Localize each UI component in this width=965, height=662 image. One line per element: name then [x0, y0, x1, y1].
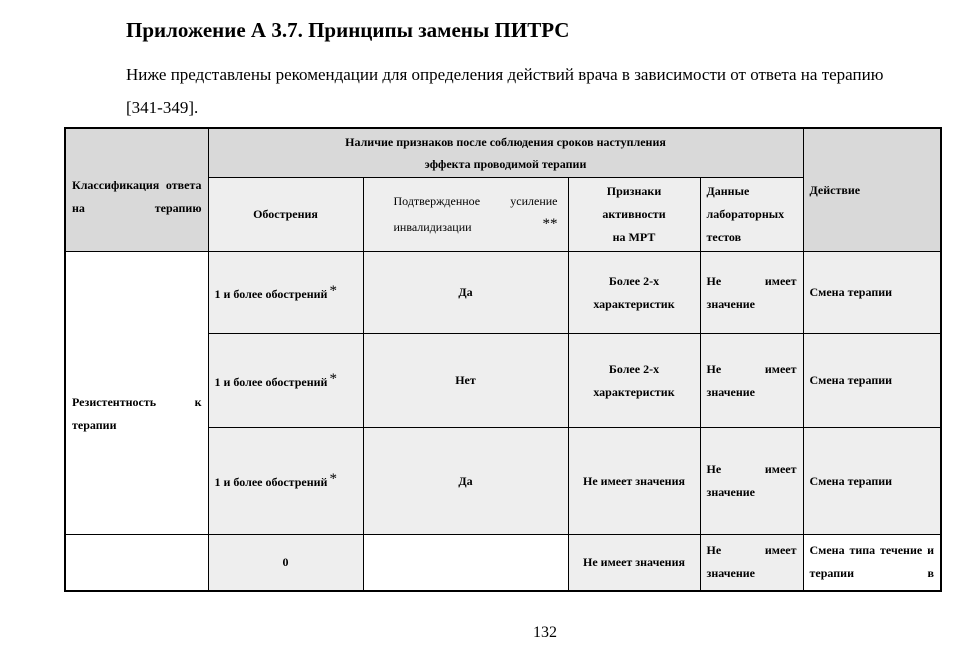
intro-paragraph: Ниже представлены рекомендации для определения действий врача в зависимости от ответа на терапию [341-349]. [126, 65, 884, 117]
row-action-text: Смена терапии [809, 473, 893, 488]
row-group-empty [65, 535, 208, 591]
header-lab-line2: лабораторных [706, 207, 785, 221]
row-mri [568, 428, 700, 535]
row-exacerbations [208, 535, 363, 591]
header-disability [363, 178, 568, 252]
header-group-title-text [209, 129, 803, 177]
group-label-cell [65, 252, 208, 535]
row-mri [568, 252, 700, 334]
row-disability-text: Да [458, 285, 473, 299]
row-disability-text: Нет [455, 373, 476, 387]
row-lab [700, 252, 803, 334]
row-lab [700, 428, 803, 535]
row-exacerbations [208, 334, 363, 428]
header-disability-text [364, 188, 568, 241]
header-lab-line1: Данные [706, 184, 750, 198]
row-lab-text: Не имеет значение [706, 273, 797, 311]
row-lab [700, 535, 803, 591]
row-exacerbations-value: 1 и более обострений [214, 286, 328, 301]
row-exacerbations-text [209, 366, 363, 396]
table-row [65, 252, 941, 334]
row-exacerbations [208, 428, 363, 535]
row-action-text: Смена терапии [809, 285, 893, 299]
row-disability [363, 252, 568, 334]
row-lab-text: Не имеет значение [706, 361, 797, 399]
header-disability-label: Подтвержденное усиление инвалидизации [393, 194, 558, 234]
row-action [803, 252, 941, 334]
row-exacerbations-text: 0 [282, 554, 289, 569]
header-group-title [208, 128, 803, 178]
row-lab-text: Не имеет значение [706, 462, 797, 499]
header-classification [65, 128, 208, 252]
header-group-title-line2: эффекта проводимой терапии [424, 157, 587, 171]
header-exacerbations [208, 178, 363, 252]
header-action-text: Действие [809, 183, 861, 197]
header-action [803, 128, 941, 252]
row-mri-text: Более 2-х характеристик [593, 273, 675, 311]
row-mri [568, 334, 700, 428]
header-disability-mark: ** [542, 216, 558, 232]
row-exacerbations [208, 252, 363, 334]
row-exacerbations-mark: * [329, 370, 337, 387]
row-mri [568, 535, 700, 591]
row-lab [700, 334, 803, 428]
row-action [803, 428, 941, 535]
header-mri [568, 178, 700, 252]
row-action [803, 535, 941, 591]
row-exacerbations-value: 1 и более обострений [214, 374, 328, 389]
row-disability-text [364, 560, 568, 564]
header-mri-line1: Признаки [606, 184, 662, 198]
page-number: 132 [533, 624, 557, 641]
header-lab-text [701, 178, 803, 251]
row-exacerbations-mark: * [329, 282, 337, 299]
table-row [65, 535, 941, 591]
header-lab-line3: тестов [706, 230, 742, 244]
row-action-text: Смена типа течение и терапии в [809, 543, 934, 581]
row-mri-text: Не имеет значения [583, 554, 685, 569]
therapy-switch-table [64, 127, 942, 592]
header-mri-line2: активности [602, 207, 666, 221]
row-disability-text: Да [458, 473, 473, 488]
row-mri-text: Не имеет значения [583, 473, 685, 488]
header-mri-text [569, 178, 700, 251]
row-disability [363, 428, 568, 535]
group-label-text: Резистентность к терапии [72, 395, 202, 432]
row-mri-text: Более 2-х характеристик [593, 361, 675, 399]
row-exacerbations-value: 1 и более обострений [214, 475, 328, 489]
row-exacerbations-text [209, 278, 363, 308]
header-row-1 [65, 128, 941, 178]
row-exacerbations-mark: * [329, 471, 337, 487]
header-lab [700, 178, 803, 252]
header-mri-line3: на МРТ [612, 230, 656, 244]
header-exacerbations-text: Обострения [253, 207, 318, 221]
row-action-text: Смена терапии [809, 373, 893, 387]
row-disability [363, 535, 568, 591]
header-group-title-line1: Наличие признаков после соблюдения сроков наступления [345, 135, 666, 149]
row-action [803, 334, 941, 428]
header-classification-text: Классификация ответа на терапию [72, 178, 202, 215]
row-disability [363, 334, 568, 428]
page-heading: Приложение А 3.7. Принципы замены ПИТРС [126, 18, 570, 42]
row-exacerbations-text [209, 466, 363, 496]
row-lab-text: Не имеет значение [706, 543, 797, 581]
